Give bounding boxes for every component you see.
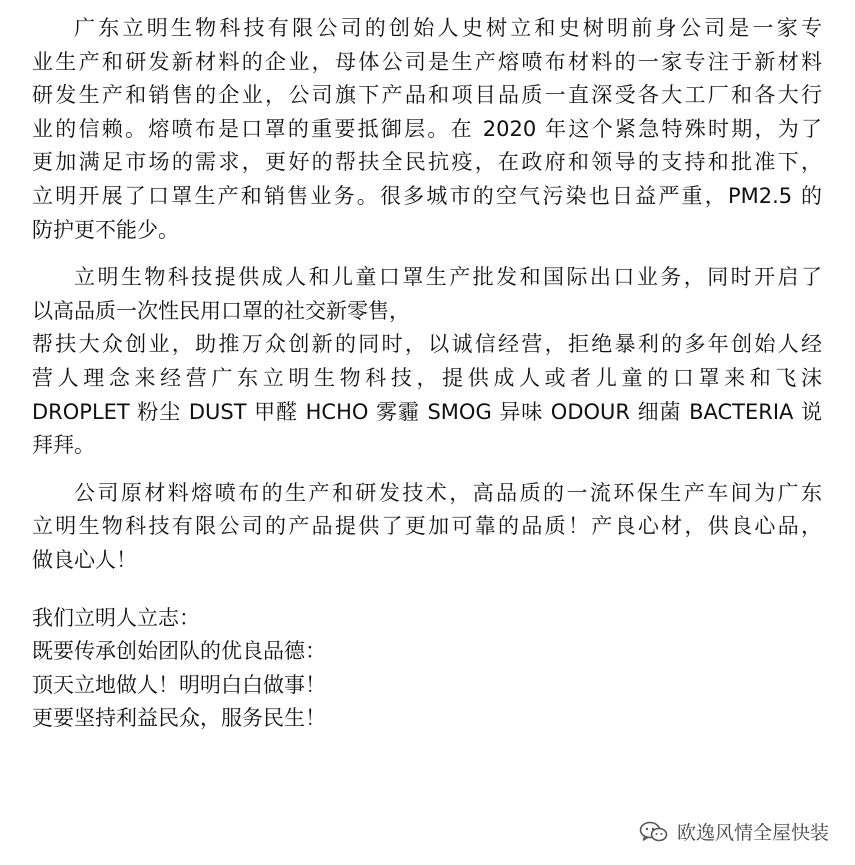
text-line: 帮扶大众创业，助推万众创新的同时，以诚信经营，拒绝暴利的多年创始人经 <box>32 332 822 357</box>
text-line: 立明生物科技提供成人和儿童口罩生产批发和国际出口业务，同时开启了 <box>74 265 822 290</box>
text-line: 公司原材料熔喷布的生产和研发技术，高品质的一流环保生产车间为广东 <box>74 480 822 505</box>
text-line: 既要传承创始团队的优良品德： <box>32 639 326 664</box>
watermark-text: 欧逸风情全屋快装 <box>676 822 829 844</box>
text-line: 广东立明生物科技有限公司的创始人史树立和史树明前身公司是一家专 <box>74 16 822 40</box>
text-line: 立明生物科技有限公司的产品提供了更加可靠的品质！产良心材，供良心品， <box>32 514 822 539</box>
text-line: 业的信赖。熔喷布是口罩的重要抵御层。在 2020 年这个紧急特殊时期，为了 <box>32 116 822 141</box>
text-line: DROPLET 粉尘 DUST 甲醛 HCHO 雾霾 SMOG 异味 ODOUR 细菌 BACTERIA 说 <box>32 399 822 424</box>
text-line: 营人理念来经营广东立明生物科技，提供成人或者儿童的口罩来和飞沫 <box>32 365 822 390</box>
watermark <box>639 818 829 845</box>
paragraph-founders <box>32 12 822 247</box>
text-line: 我们立明人立志： <box>32 605 200 630</box>
paragraph-motto <box>32 602 822 736</box>
text-line: 业生产和研发新材料的企业，母体公司是生产熔喷布材料的一家专注于新材料 <box>32 49 822 74</box>
wechat-icon <box>639 820 669 844</box>
paragraph-quality <box>32 477 822 578</box>
text-line: 更要坚持利益民众，服务民生！ <box>32 706 326 731</box>
text-line: 立明开展了口罩生产和销售业务。很多城市的空气污染也日益严重，PM2.5 的 <box>32 183 822 208</box>
text-line: 研发生产和销售的企业，公司旗下产品和项目品质一直深受各大工厂和各大行 <box>32 83 822 108</box>
text-line: 拜拜。 <box>32 433 95 458</box>
text-line: 防护更不能少。 <box>32 217 179 242</box>
paragraph-mission <box>32 328 822 462</box>
text-line: 以高品质一次性民用口罩的社交新零售， <box>32 298 410 323</box>
text-line: 做良心人！ <box>32 547 137 572</box>
paragraph-products <box>32 261 822 328</box>
text-line: 更加满足市场的需求，更好的帮扶全民抗疫，在政府和领导的支持和批准下， <box>32 150 822 175</box>
text-line: 顶天立地做人！明明白白做事！ <box>32 672 326 697</box>
document-body <box>32 12 822 736</box>
